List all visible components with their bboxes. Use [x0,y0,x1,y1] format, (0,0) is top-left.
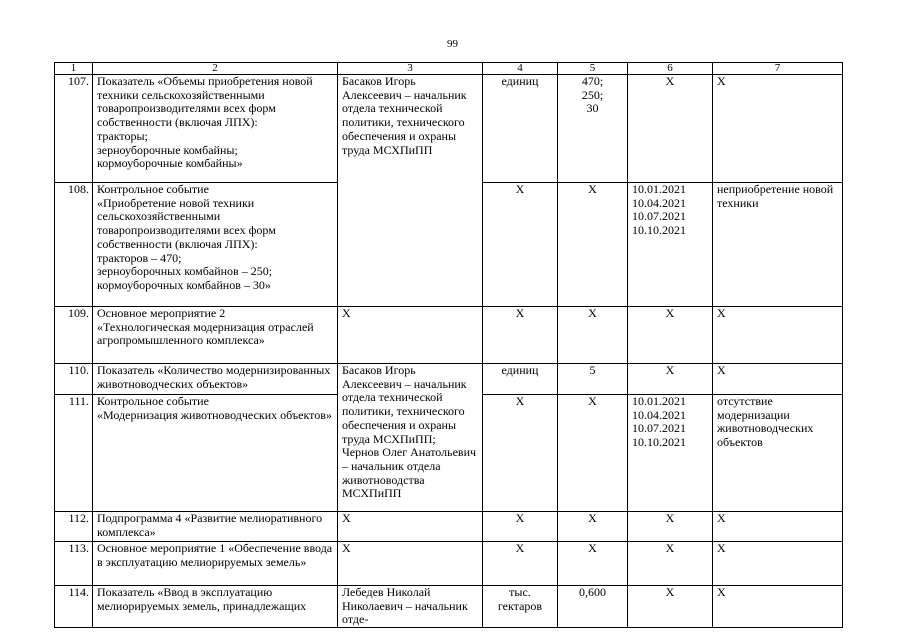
value: 5 [558,364,628,395]
unit: X [483,183,558,307]
unit: X [483,307,558,364]
deadline: X [628,75,713,183]
table-row [55,512,843,542]
note: X [713,586,843,628]
header-cell: 7 [713,63,843,75]
note: неприобретение новой техники [713,183,843,307]
note: X [713,307,843,364]
deadline: X [628,542,713,586]
header-cell: 3 [338,63,483,75]
table-row [55,75,843,183]
row-name: Показатель «Количество модернизированных животноводческих объектов» [93,364,338,395]
value: X [558,395,628,512]
responsible-person: X [338,307,483,364]
row-number: 113. [55,542,93,586]
row-name: Основное мероприятие 2 «Технологическая модернизация отраслей агропромышленного комплекса» [93,307,338,364]
page-number: 99 [447,38,458,50]
header-cell: 2 [93,63,338,75]
row-name: Показатель «Объемы приобретения новой техники сельскохозяйственными товаропроизводителями всех форм собственности (включая ЛПХ): тракторы; зерноуборочные комбайны; кормоуборочные комбайны» [93,75,338,183]
note: X [713,75,843,183]
deadline: 10.01.2021 10.04.2021 10.07.2021 10.10.2021 [628,183,713,307]
row-name: Показатель «Ввод в эксплуатацию мелиорируемых земель, принадлежащих [93,586,338,628]
row-name: Контрольное событие «Модернизация животноводческих объектов» [93,395,338,512]
plan-table [54,62,843,628]
table-row [55,364,843,395]
value: X [558,307,628,364]
note: отсутствие модернизации животноводческих объектов [713,395,843,512]
row-number: 109. [55,307,93,364]
table-row [55,586,843,628]
header-row [55,63,843,75]
deadline: X [628,364,713,395]
row-name: Подпрограмма 4 «Развитие мелиоративного комплекса» [93,512,338,542]
value: X [558,542,628,586]
note: X [713,364,843,395]
row-number: 108. [55,183,93,307]
value: 0,600 [558,586,628,628]
row-number: 111. [55,395,93,512]
responsible-person: Лебедев Николай Николаевич – начальник отде- [338,586,483,628]
deadline: X [628,307,713,364]
table-row [55,542,843,586]
header-cell: 6 [628,63,713,75]
row-name: Основное мероприятие 1 «Обеспечение ввода в эксплуатацию мелиорируемых земель» [93,542,338,586]
note: X [713,512,843,542]
unit: тыс. гектаров [483,586,558,628]
row-number: 114. [55,586,93,628]
table-row [55,307,843,364]
deadline: X [628,586,713,628]
row-number: 112. [55,512,93,542]
row-name: Контрольное событие «Приобретение новой техники сельскохозяйственными товаропроизводителями всех форм собственности (включая ЛПХ): тракторов – 470; зерноуборочных комбайнов – 250; кормоуборочных комбайнов – 30» [93,183,338,307]
deadline: X [628,512,713,542]
unit: X [483,395,558,512]
header-cell: 4 [483,63,558,75]
row-number: 107. [55,75,93,183]
unit: единиц [483,364,558,395]
header-cell: 5 [558,63,628,75]
note: X [713,542,843,586]
responsible-person: X [338,512,483,542]
unit: X [483,512,558,542]
responsible-person: Басаков Игорь Алексеевич – начальник отдела технической политики, технического обеспечения и охраны труда МСХПиПП [338,75,483,307]
unit: X [483,542,558,586]
deadline: 10.01.2021 10.04.2021 10.07.2021 10.10.2021 [628,395,713,512]
value: X [558,183,628,307]
value: X [558,512,628,542]
value: 470; 250; 30 [558,75,628,183]
unit: единиц [483,75,558,183]
row-number: 110. [55,364,93,395]
header-cell: 1 [55,63,93,75]
responsible-person: Басаков Игорь Алексеевич – начальник отдела технической политики, технического обеспечения и охраны труда МСХПиПП; Чернов Олег Анатольевич – начальник отдела животноводства МСХПиПП [338,364,483,512]
responsible-person: X [338,542,483,586]
